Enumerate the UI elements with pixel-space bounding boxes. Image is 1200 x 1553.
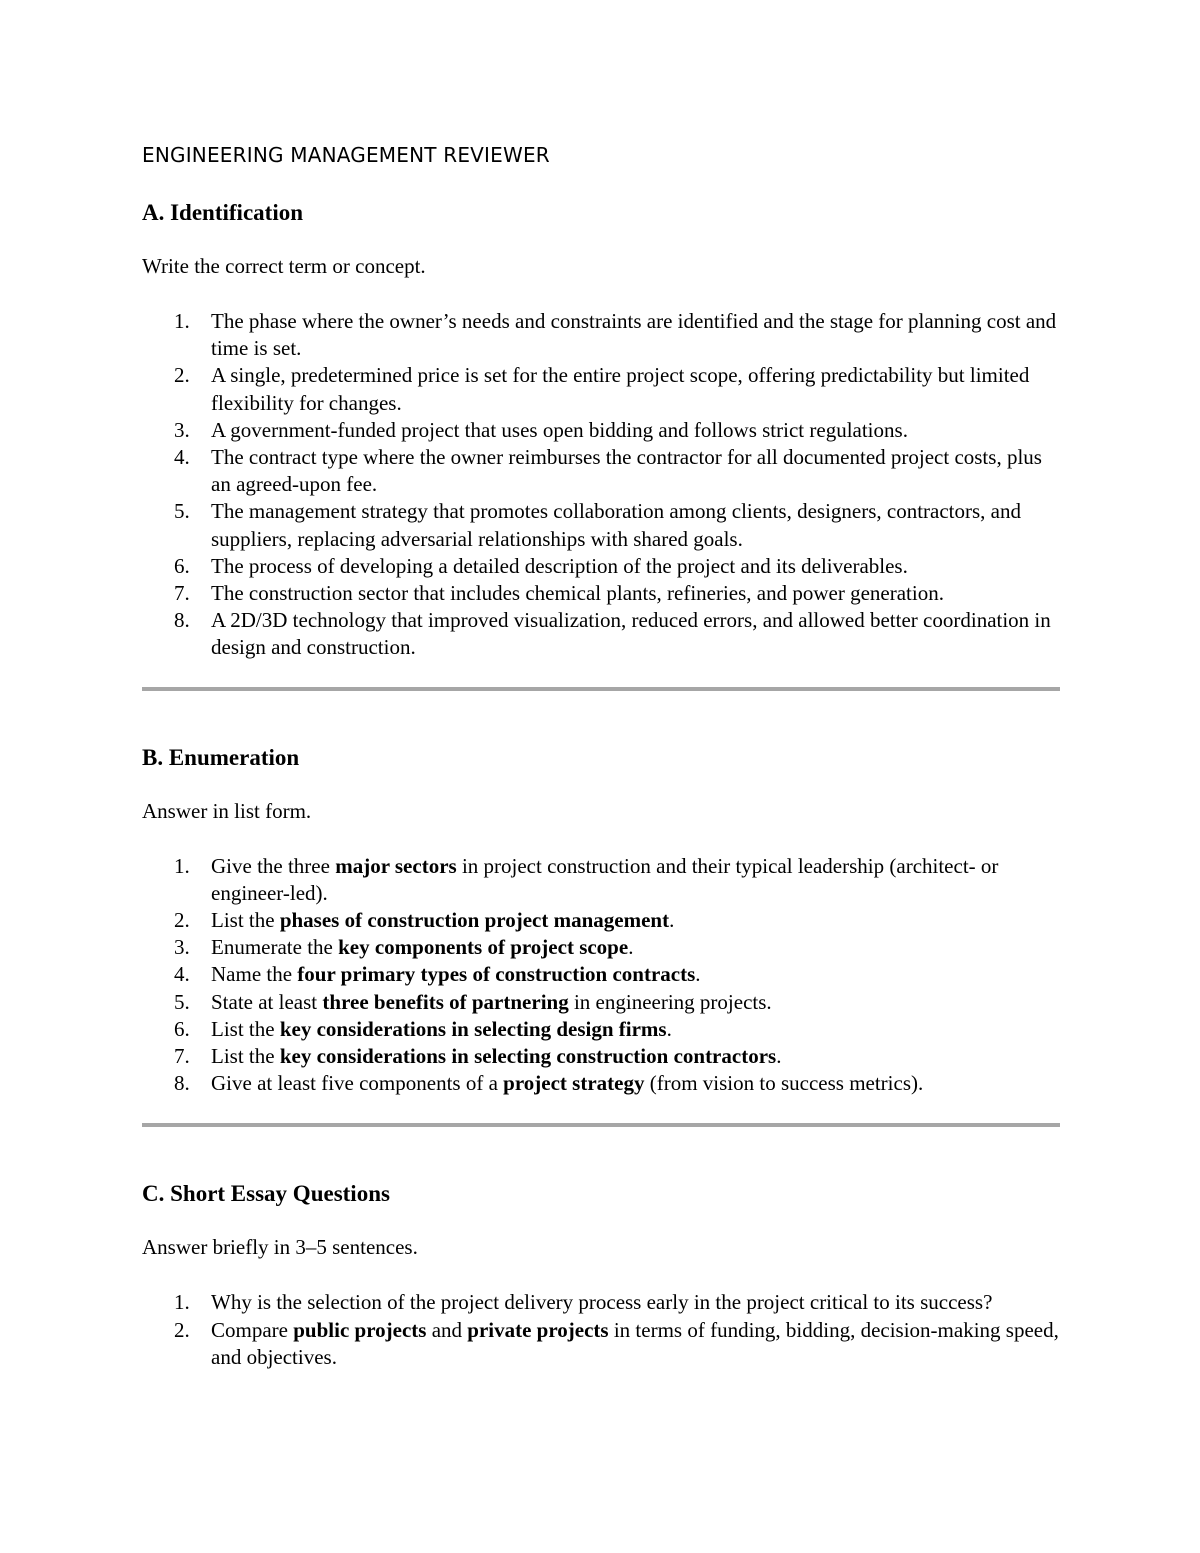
- item-text: A single, predetermined price is set for the entire project scope, offering predictability but limited flexibility for changes.: [211, 363, 1030, 415]
- item-text-bold: four primary types of construction contracts: [297, 962, 696, 987]
- item-number: 2.: [174, 908, 190, 933]
- question-list: [142, 853, 1060, 1098]
- question-item: [142, 444, 1060, 498]
- item-number: 1.: [174, 853, 190, 878]
- item-text-post: .: [695, 962, 701, 987]
- item-number: 6.: [174, 1016, 190, 1041]
- question-item: [142, 1016, 1060, 1043]
- section-instruction: Answer briefly in 3–5 sentences.: [142, 1235, 418, 1260]
- item-text-bold: key components of project scope: [338, 935, 629, 960]
- question-item: [142, 362, 1060, 416]
- item-text-bold: three benefits of partnering: [322, 989, 569, 1014]
- item-text: Why is the selection of the project delivery process early in the project critical to its success?: [211, 1290, 993, 1315]
- question-item: [142, 907, 1060, 934]
- item-number: 1.: [174, 1290, 190, 1315]
- item-text: A 2D/3D technology that improved visualization, reduced errors, and allowed better coordination in design and construction.: [211, 608, 1051, 660]
- item-text-post: in terms of funding, bidding, decision-making speed, and objectives.: [211, 1317, 1059, 1369]
- item-text-mid: and: [426, 1317, 468, 1342]
- item-text-bold: project strategy: [503, 1071, 645, 1096]
- item-number: 4.: [174, 445, 190, 470]
- item-text-pre: Name the: [211, 962, 298, 987]
- section-identification: [142, 198, 1060, 662]
- item-text: The management strategy that promotes collaboration among clients, designers, contractors, and suppliers, replacing adversarial relationships with shared goals.: [211, 499, 1021, 551]
- item-text-pre: List the: [211, 1016, 280, 1041]
- item-text-bold: private projects: [467, 1317, 609, 1342]
- item-number: 2.: [174, 363, 190, 388]
- section-heading: C. Short Essay Questions: [142, 1181, 390, 1207]
- item-number: 6.: [174, 553, 190, 578]
- item-number: 8.: [174, 1071, 190, 1096]
- question-item: [142, 1289, 1060, 1316]
- item-text-post: .: [628, 935, 634, 960]
- question-item: [142, 308, 1060, 362]
- item-number: 1.: [174, 309, 190, 333]
- item-text-bold: phases of construction project management: [279, 908, 670, 933]
- document-page: [142, 138, 1060, 1371]
- item-text-bold: key considerations in selecting design firms: [279, 1016, 667, 1041]
- item-text-pre: Give the three: [211, 853, 336, 878]
- section-divider: [142, 687, 1060, 691]
- item-text-pre: List the: [211, 908, 280, 933]
- item-number: 7.: [174, 581, 190, 606]
- item-number: 4.: [174, 962, 190, 987]
- question-item: [142, 853, 1060, 907]
- item-text-post: in project construction and their typical leadership (architect- or engineer-led).: [211, 853, 999, 905]
- item-text-pre: Enumerate the: [211, 935, 339, 960]
- item-text-post: .: [666, 1016, 672, 1041]
- item-text: The process of developing a detailed description of the project and its deliverables.: [211, 553, 908, 578]
- item-text-bold: major sectors: [335, 853, 457, 878]
- item-text-post: (from vision to success metrics).: [644, 1071, 924, 1096]
- section-heading: A. Identification: [142, 200, 303, 225]
- item-text: A government-funded project that uses open bidding and follows strict regulations.: [211, 417, 908, 442]
- section-divider: [142, 1123, 1060, 1127]
- item-number: 5.: [174, 499, 190, 524]
- question-item: [142, 1317, 1060, 1371]
- section-enumeration: [142, 743, 1060, 1098]
- item-text-bold: public projects: [293, 1317, 427, 1342]
- question-list: [142, 1289, 1060, 1371]
- item-text-post: .: [669, 908, 675, 933]
- item-number: 2.: [174, 1317, 190, 1342]
- item-text-pre: Give at least five components of a: [211, 1071, 504, 1096]
- item-text-pre: List the: [211, 1044, 280, 1069]
- item-number: 5.: [174, 989, 190, 1014]
- section-instruction: Answer in list form.: [142, 798, 312, 823]
- item-text-bold: key considerations in selecting construction contractors: [279, 1044, 777, 1069]
- question-item: [142, 1070, 1060, 1097]
- section-short-essay: [142, 1179, 1060, 1371]
- question-item: [142, 961, 1060, 988]
- section-heading: B. Enumeration: [142, 744, 300, 770]
- item-number: 3.: [174, 935, 190, 960]
- question-item: [142, 934, 1060, 961]
- item-text: The construction sector that includes chemical plants, refineries, and power generation.: [211, 581, 944, 606]
- question-list: [142, 308, 1060, 662]
- item-text-pre: Compare: [211, 1317, 294, 1342]
- item-number: 7.: [174, 1044, 190, 1069]
- document-title: ENGINEERING MANAGEMENT REVIEWER: [142, 143, 550, 167]
- question-item: [142, 989, 1060, 1016]
- item-text-pre: State at least: [211, 989, 323, 1014]
- item-number: 3.: [174, 417, 190, 442]
- item-text: The contract type where the owner reimburses the contractor for all documented project costs, plus an agreed-upon fee.: [211, 445, 1042, 497]
- item-text-post: .: [776, 1044, 782, 1069]
- question-item: [142, 607, 1060, 661]
- section-instruction: Write the correct term or concept.: [142, 254, 426, 278]
- question-item: [142, 553, 1060, 580]
- item-text-post: in engineering projects.: [568, 989, 772, 1014]
- question-item: [142, 498, 1060, 552]
- item-number: 8.: [174, 608, 190, 633]
- question-item: [142, 417, 1060, 444]
- question-item: [142, 580, 1060, 607]
- question-item: [142, 1043, 1060, 1070]
- item-text: The phase where the owner’s needs and constraints are identified and the stage for planning cost and time is set.: [211, 309, 1057, 361]
